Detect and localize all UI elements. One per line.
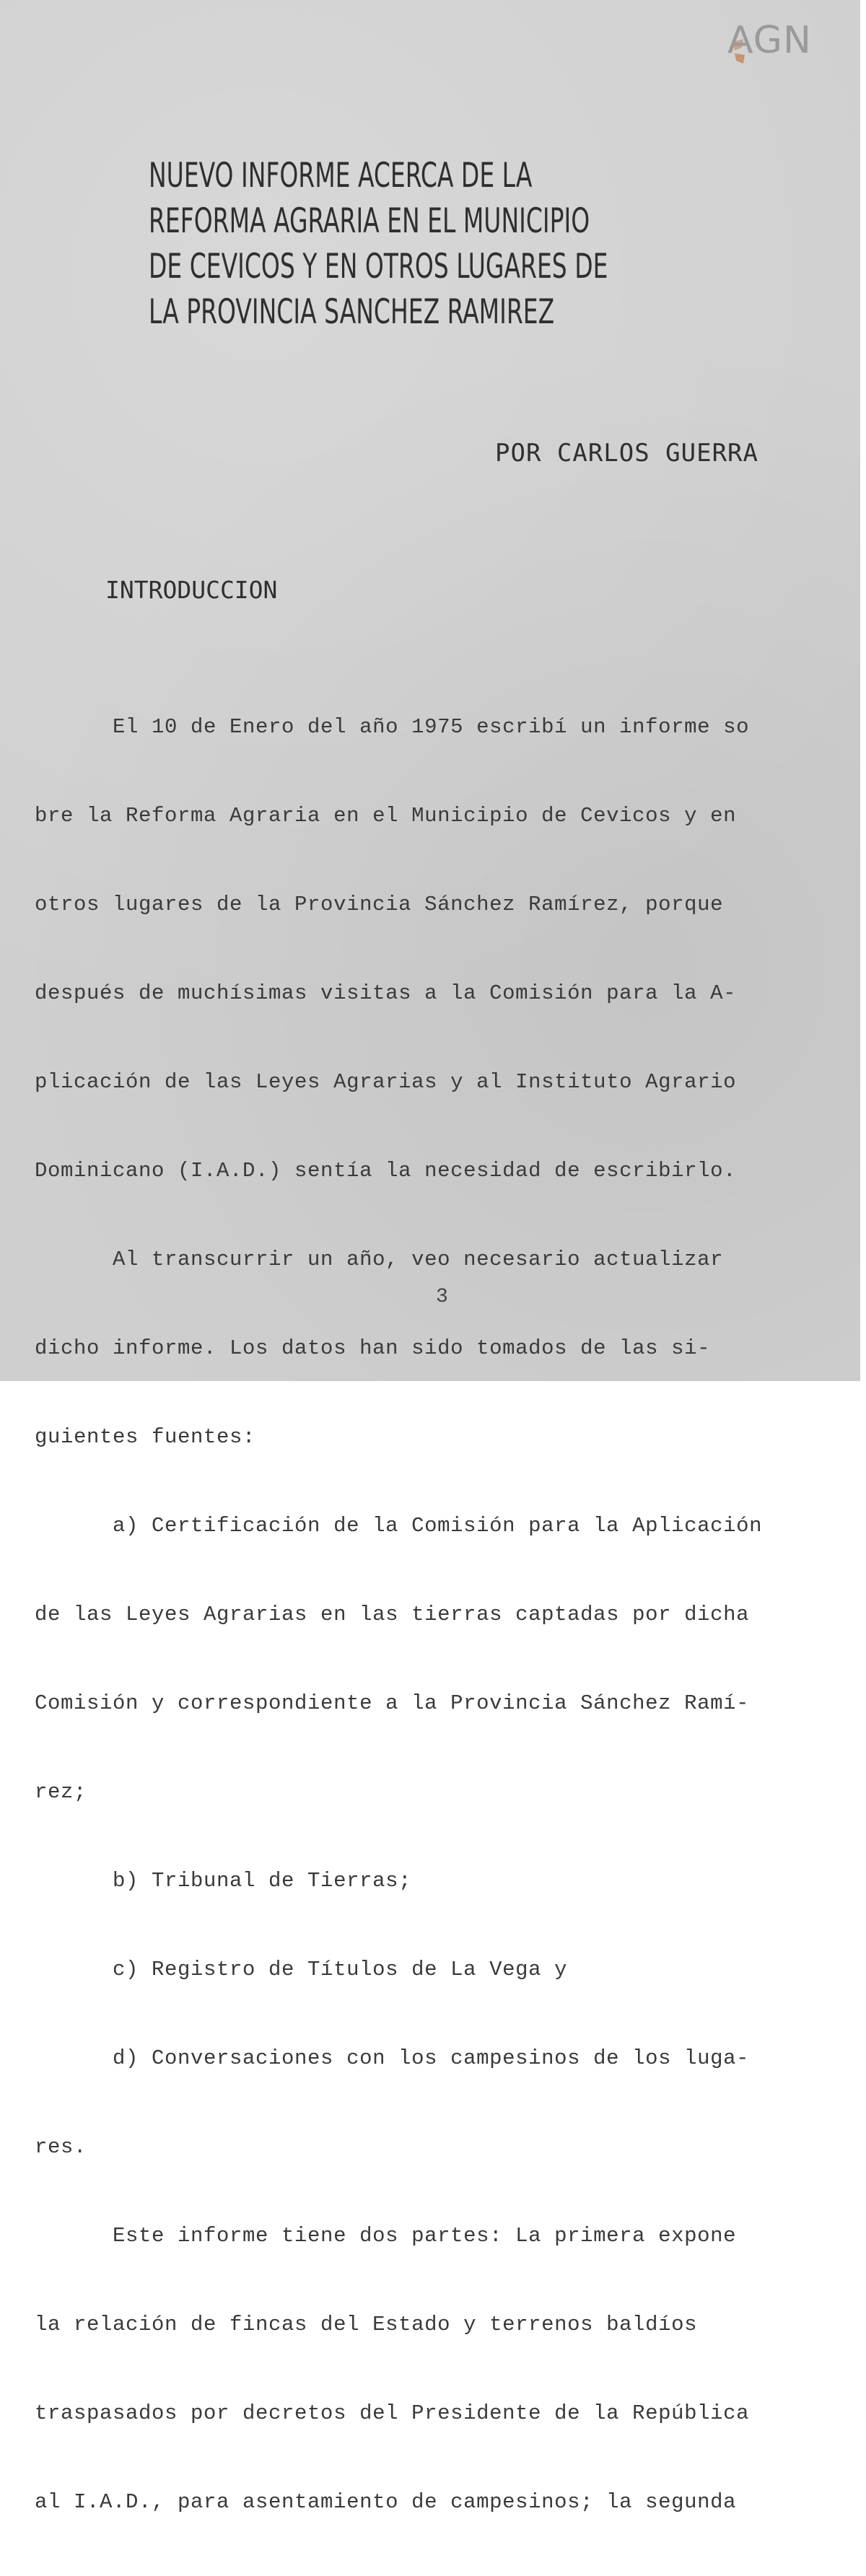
body-line: después de muchísimas visitas a la Comisión para la A- [35, 981, 737, 1005]
body-line: bre la Reforma Agraria en el Municipio de Cevicos y en [35, 804, 737, 828]
body-line: otros lugares de la Provincia Sánchez Ramírez, porque [35, 893, 724, 916]
agn-logo: AGN [727, 19, 812, 62]
body-line: c) Registro de Títulos de La Vega y [35, 1958, 568, 1981]
body-line: d) Conversaciones con los campesinos de los luga- [35, 2046, 750, 2070]
body-line: Comisión y correspondiente a la Provincia Sánchez Ramí- [35, 1691, 750, 1715]
body-line: traspasados por decretos del Presidente de la República [35, 2401, 750, 2425]
body-line: Al transcurrir un año, veo necesario actualizar [35, 1248, 724, 1271]
title-line: DE CEVICOS Y EN OTROS LUGARES DE [149, 247, 608, 286]
title-line: REFORMA AGRARIA EN EL MUNICIPIO [149, 201, 590, 241]
body-line: al I.A.D., para asentamiento de campesinos; la segunda [35, 2490, 737, 2514]
body-line: res. [35, 2135, 87, 2159]
document-title [149, 153, 655, 335]
body-line: de las Leyes Agrarias en las tierras captadas por dicha [35, 1603, 750, 1626]
title-line: NUEVO INFORME ACERCA DE LA [149, 156, 533, 196]
body-line: dicho informe. Los datos han sido tomados de las si- [35, 1336, 711, 1360]
body-line: El 10 de Enero del año 1975 escribí un informe so [35, 715, 750, 739]
body-line: guientes fuentes: [35, 1425, 256, 1449]
page-number: 3 [436, 1286, 448, 1308]
body-line: Este informe tiene dos partes: La primera expone [35, 2224, 737, 2248]
section-heading: INTRODUCCION [105, 576, 278, 604]
body-line: a) Certificación de la Comisión para la Aplicación [35, 1514, 763, 1538]
body-line: plicación de las Leyes Agrarias y al Instituto Agrario [35, 1070, 737, 1094]
author-byline: POR CARLOS GUERRA [495, 439, 758, 468]
body-text [35, 653, 762, 2576]
body-line: rez; [35, 1780, 87, 1804]
title-line: LA PROVINCIA SANCHEZ RAMIREZ [149, 292, 555, 332]
body-line: b) Tribunal de Tierras; [35, 1869, 412, 1893]
body-line: la relación de fincas del Estado y terrenos baldíos [35, 2313, 698, 2336]
body-line: Dominicano (I.A.D.) sentía la necesidad de escribirlo. [35, 1159, 737, 1183]
